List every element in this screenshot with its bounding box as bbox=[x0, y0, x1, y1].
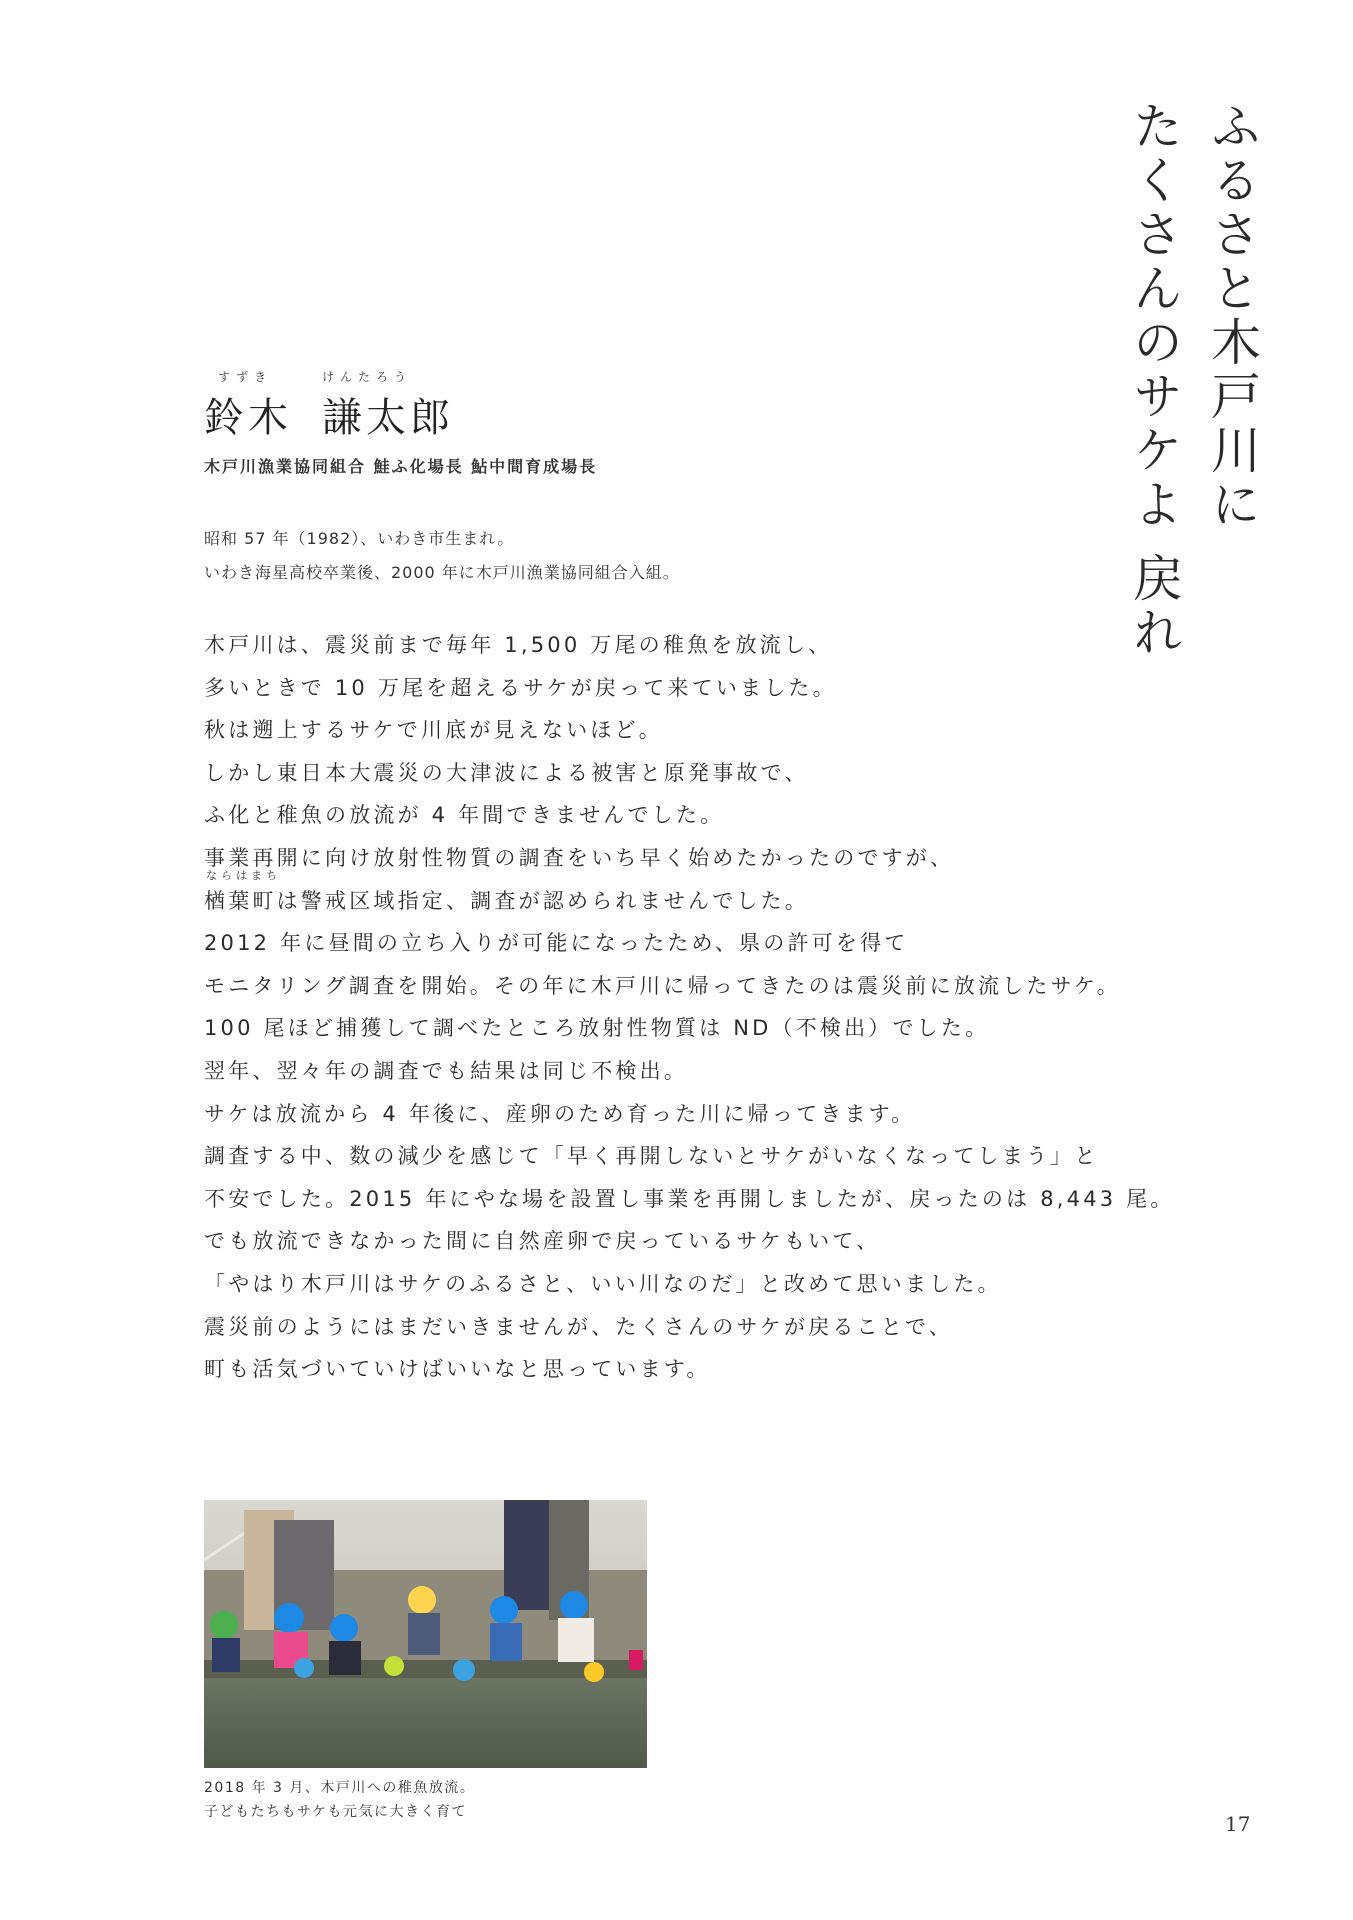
bio-line: 昭和 57 年（1982）、いわき市生まれ。 bbox=[204, 529, 515, 548]
body-line: 事業再開に向け放射性物質の調査をいち早く始めたかったのですが、 bbox=[204, 845, 955, 870]
body-line: ふ化と稚魚の放流が 4 年間できませんでした。 bbox=[204, 803, 725, 828]
body-line: でも放流できなかった間に自然産卵で戻っているサケもいて、 bbox=[204, 1229, 881, 1254]
body-line: 2012 年に昼間の立ち入りが可能になったため、県の許可を得て bbox=[204, 931, 909, 956]
ruby-given: けんたろう bbox=[322, 370, 413, 384]
caption-line: 子どもたちもサケも元気に大きく育て bbox=[204, 1804, 467, 1820]
body-line: サケは放流から 4 年後に、産卵のため育った川に帰ってきます。 bbox=[204, 1101, 916, 1126]
photo-illustration bbox=[204, 1500, 647, 1768]
name-ruby bbox=[204, 368, 454, 384]
bio bbox=[204, 522, 680, 590]
title-line-2: たくさんのサケよ 戻れ bbox=[1125, 100, 1183, 660]
article-title bbox=[1115, 100, 1271, 660]
ruby-family: すずき bbox=[218, 370, 273, 384]
body-text bbox=[204, 624, 1264, 1391]
name-given: 謙太郎 bbox=[322, 395, 454, 441]
body-line: 楢葉町は警戒区域指定、調査が認められませんでした。 bbox=[204, 888, 809, 913]
body-line: 震災前のようにはまだいきませんが、たくさんのサケが戻ることで、 bbox=[204, 1314, 953, 1339]
affiliation: 木戸川漁業協同組合 鮭ふ化場長 鮎中間育成場長 bbox=[204, 457, 598, 476]
author-name-block bbox=[204, 368, 454, 443]
body-line-naraha bbox=[204, 868, 1264, 923]
photo-fry-release bbox=[204, 1500, 647, 1768]
page-number: 17 bbox=[1225, 1812, 1251, 1836]
ruby-naraha: ならはまち bbox=[206, 868, 281, 882]
body-line: 調査する中、数の減少を感じて「早く再開しないとサケがいなくなってしまう」と bbox=[204, 1144, 1099, 1169]
caption-line: 2018 年 3 月、木戸川への稚魚放流。 bbox=[204, 1780, 476, 1796]
body-line: モニタリング調査を開始。その年に木戸川に帰ってきたのは震災前に放流したサケ。 bbox=[204, 973, 1121, 998]
title-line-1: ふるさと木戸川に bbox=[1203, 100, 1261, 532]
body-line: 多いときで 10 万尾を超えるサケが戻って来ていました。 bbox=[204, 675, 837, 700]
body-line: しかし東日本大震災の大津波による被害と原発事故で、 bbox=[204, 760, 809, 785]
body-line: 町も活気づいていけばいいなと思っています。 bbox=[204, 1357, 711, 1382]
bio-line: いわき海星高校卒業後、2000 年に木戸川漁業協同組合入組。 bbox=[204, 563, 680, 582]
body-line: 不安でした。2015 年にやな場を設置し事業を再開しましたが、戻ったのは 8,443 尾。 bbox=[204, 1186, 1175, 1211]
name-family: 鈴木 bbox=[204, 395, 292, 441]
body-line: 翌年、翌々年の調査でも結果は同じ不検出。 bbox=[204, 1058, 688, 1083]
photo-caption bbox=[204, 1776, 475, 1824]
author-name bbox=[204, 386, 454, 443]
body-line: 木戸川は、震災前まで毎年 1,500 万尾の稚魚を放流し、 bbox=[204, 633, 833, 657]
body-line: 「やはり木戸川はサケのふるさと、いい川なのだ」と改めて思いました。 bbox=[204, 1271, 1002, 1296]
body-line: 秋は遡上するサケで川底が見えないほど。 bbox=[204, 718, 663, 743]
body-line: 100 尾ほど捕獲して調べたところ放射性物質は ND（不検出）でした。 bbox=[204, 1016, 990, 1041]
